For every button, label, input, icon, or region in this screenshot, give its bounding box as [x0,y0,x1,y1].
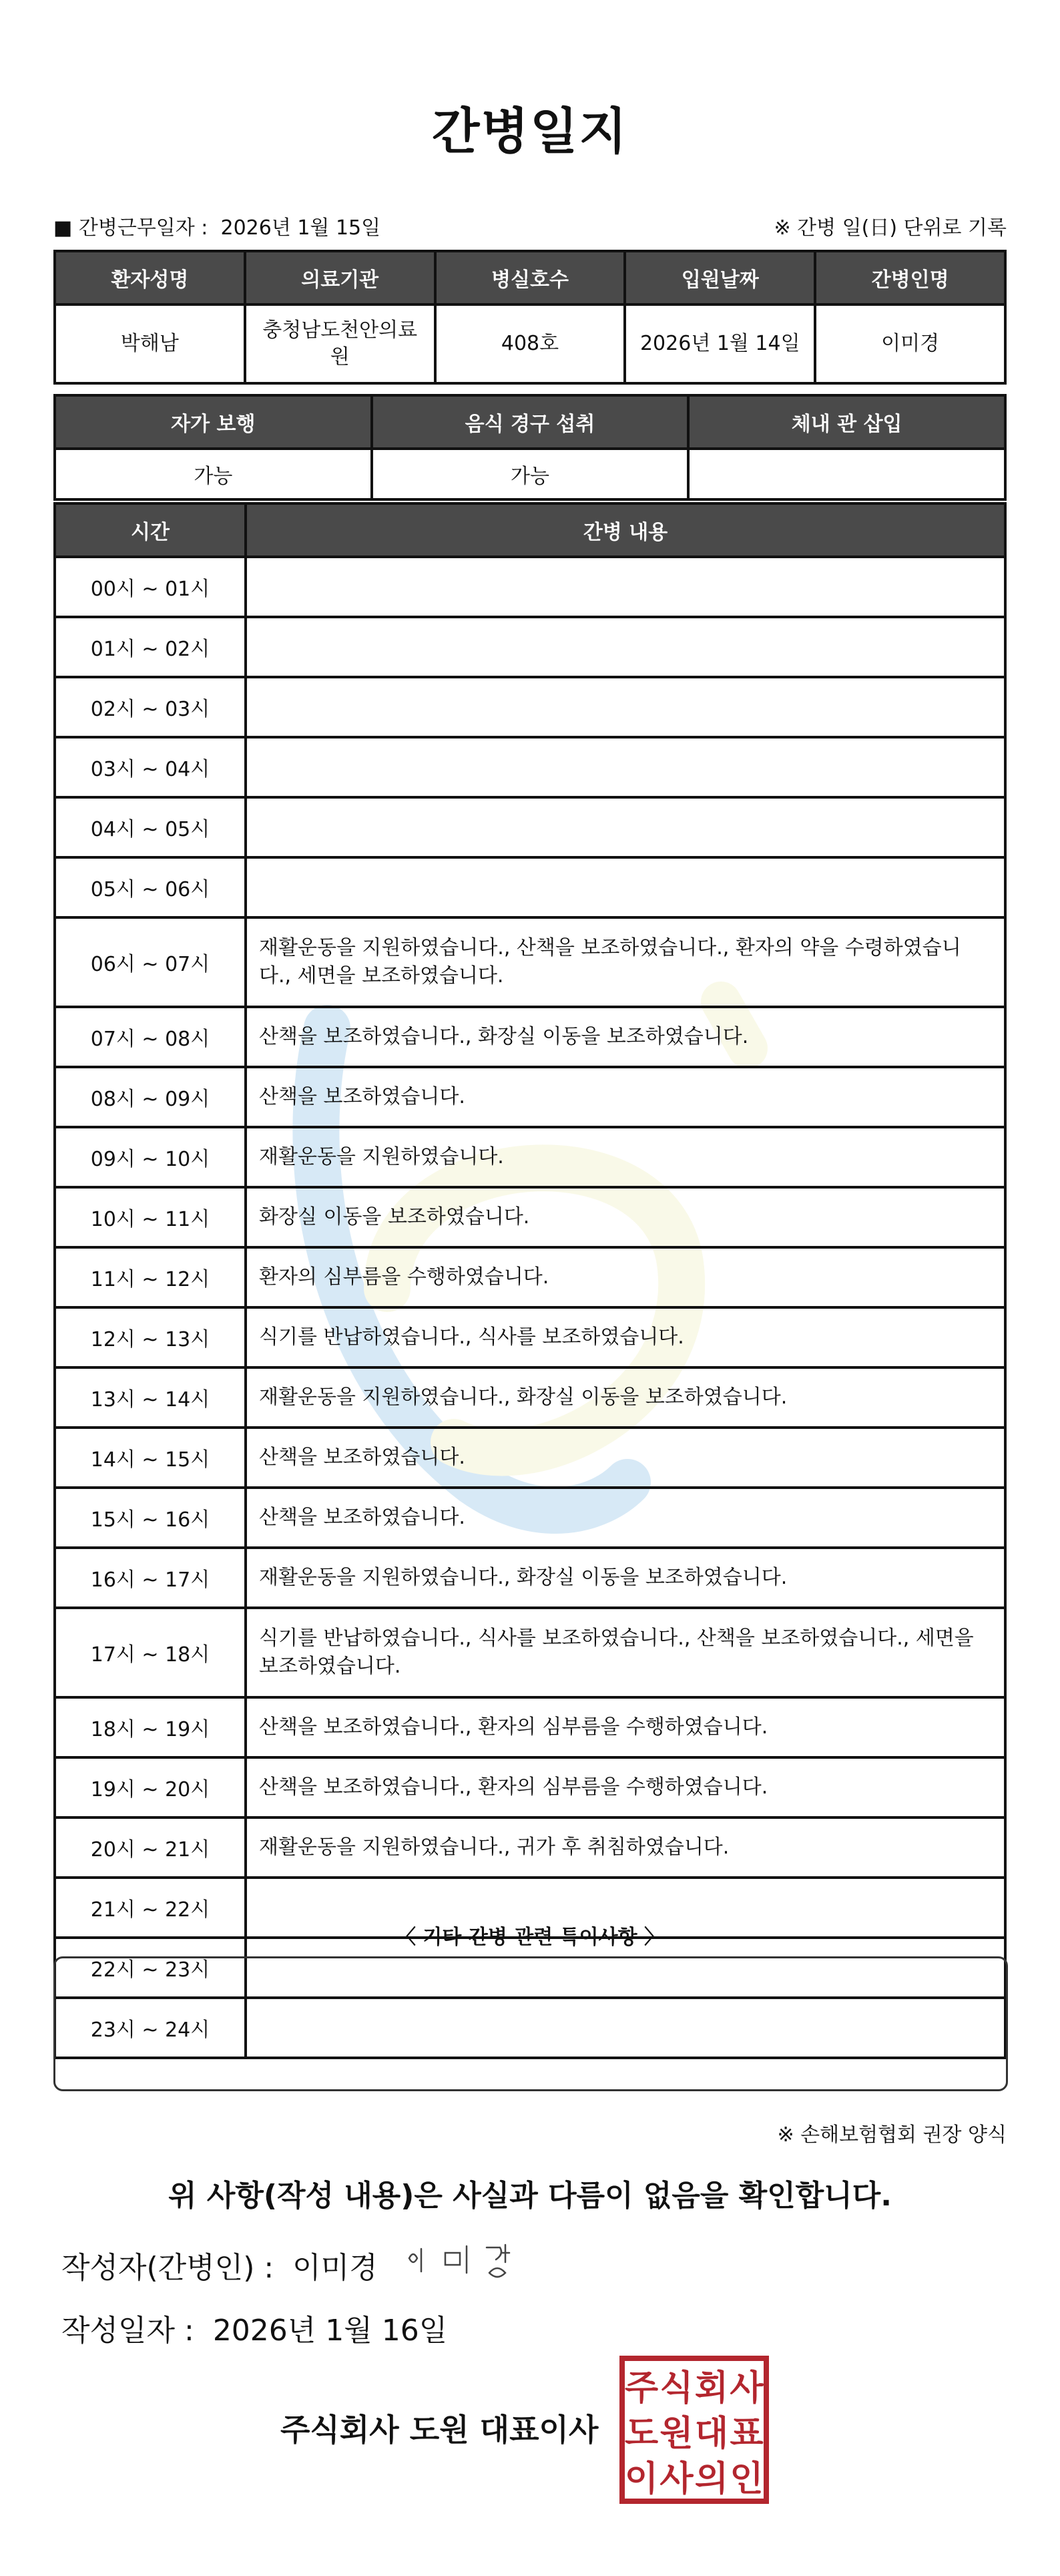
care-content: 식기를 반납하였습니다., 식사를 보조하였습니다., 산책을 보조하였습니다., 세면을 보조하였습니다. [246,1608,1005,1697]
handwritten-signature [404,2238,531,2285]
care-time: 23시 ~ 24시 [55,1998,246,2058]
caregiver-name: 이미경 [815,304,1005,383]
work-date-label: ■ 간병근무일자 : [53,216,208,240]
care-row [55,1817,1005,1878]
care-time: 10시 ~ 11시 [55,1187,246,1247]
care-row [55,1608,1005,1697]
care-content: 산책을 보조하였습니다. [246,1067,1005,1127]
care-time: 11시 ~ 12시 [55,1247,246,1307]
care-content: 산책을 보조하였습니다., 환자의 심부름을 수행하였습니다. [246,1697,1005,1757]
care-time: 18시 ~ 19시 [55,1697,246,1757]
care-time: 22시 ~ 23시 [55,1938,246,1998]
care-content [246,737,1005,797]
care-row [55,1007,1005,1067]
care-row [55,1067,1005,1127]
care-row [55,1488,1005,1548]
care-content: 산책을 보조하였습니다. [246,1488,1005,1548]
care-time: 15시 ~ 16시 [55,1488,246,1548]
seal-character: 이 [624,2459,659,2499]
care-time: 08시 ~ 09시 [55,1067,246,1127]
care-content [246,677,1005,737]
room-number: 408호 [435,304,625,383]
write-date-value: 2026년 1월 16일 [212,2314,448,2348]
care-content: 산책을 보조하였습니다., 화장실 이동을 보조하였습니다. [246,1007,1005,1067]
care-time: 14시 ~ 15시 [55,1428,246,1488]
care-time: 03시 ~ 04시 [55,737,246,797]
care-content: 재활운동을 지원하였습니다., 화장실 이동을 보조하였습니다. [246,1367,1005,1428]
seal-character: 표 [730,2414,764,2454]
care-row [55,677,1005,737]
care-row [55,797,1005,857]
care-row [55,857,1005,917]
care-content [246,617,1005,677]
care-time: 05시 ~ 06시 [55,857,246,917]
care-row [55,1127,1005,1187]
care-row [55,1548,1005,1608]
care-time: 17시 ~ 18시 [55,1608,246,1697]
care-time: 06시 ~ 07시 [55,917,246,1007]
seal-character: 식 [659,2368,694,2408]
care-content [246,797,1005,857]
seal-character: 대 [694,2414,729,2454]
self-walking-value: 가능 [55,449,372,499]
care-time: 12시 ~ 13시 [55,1307,246,1367]
care-time: 13시 ~ 14시 [55,1367,246,1428]
care-content [246,557,1005,617]
seal-character: 사 [659,2459,694,2499]
hospital-name: 충청남도천안의료원 [245,304,435,383]
patient-name: 박해남 [55,304,245,383]
care-time: 16시 ~ 17시 [55,1548,246,1608]
writer-name: 이미경 [292,2251,378,2285]
status-header: 자가 보행 [55,395,372,449]
care-row [55,1428,1005,1488]
info-header: 의료기관 [245,251,435,304]
admission-date: 2026년 1월 14일 [625,304,815,383]
company-representative: 주식회사 도원 대표이사 [280,2412,599,2448]
care-time: 04시 ~ 05시 [55,797,246,857]
oral-intake-value: 가능 [372,449,689,499]
care-row [55,917,1005,1007]
work-date-line [53,211,380,240]
work-date-value: 2026년 1월 15일 [220,216,381,240]
care-row [55,1367,1005,1428]
care-content: 산책을 보조하였습니다., 환자의 심부름을 수행하였습니다. [246,1757,1005,1817]
care-content: 재활운동을 지원하였습니다., 귀가 후 취침하였습니다. [246,1817,1005,1878]
care-row [55,1307,1005,1367]
write-date-line [61,2306,447,2349]
care-row [55,557,1005,617]
time-header: 시간 [55,503,246,557]
care-content: 재활운동을 지원하였습니다. [246,1127,1005,1187]
info-header: 입원날짜 [625,251,815,304]
care-row [55,1247,1005,1307]
seal-character: 원 [659,2414,694,2454]
care-content [246,857,1005,917]
tube-insertion-value [688,449,1005,499]
writer-line [61,2243,378,2286]
info-header: 간병인명 [815,251,1005,304]
care-row [55,737,1005,797]
seal-character: 의 [694,2459,729,2499]
care-content: 환자의 심부름을 수행하였습니다. [246,1247,1005,1307]
document-title: 간병일지 [432,103,628,160]
care-row [55,1697,1005,1757]
care-time: 21시 ~ 22시 [55,1878,246,1938]
patient-status-table [53,394,1007,501]
care-time: 09시 ~ 10시 [55,1127,246,1187]
care-content: 식기를 반납하였습니다., 식사를 보조하였습니다. [246,1307,1005,1367]
writer-label: 작성자(간병인) : [61,2251,274,2285]
seal-character: 회 [694,2368,729,2408]
special-notes-box [53,1956,1008,2091]
care-row [55,1187,1005,1247]
seal-character: 인 [730,2459,764,2499]
special-notes-title: 〈 기타 간병 관련 특이사항 〉 [395,1926,665,1949]
care-time: 20시 ~ 21시 [55,1817,246,1878]
status-header: 체내 관 삽입 [688,395,1005,449]
seal-character: 주 [624,2368,659,2408]
patient-info-table [53,250,1007,385]
insurer-note: ※ 손해보험협회 권장 양식 [777,2123,1007,2147]
seal-character: 사 [730,2368,764,2408]
content-header: 간병 내용 [246,503,1005,557]
care-content: 산책을 보조하였습니다. [246,1428,1005,1488]
seal-character: 도 [624,2414,659,2454]
care-row [55,1757,1005,1817]
confirmation-statement: 위 사항(작성 내용)은 사실과 다름이 없음을 확인합니다. [168,2179,892,2213]
care-time: 19시 ~ 20시 [55,1757,246,1817]
care-content: 화장실 이동을 보조하였습니다. [246,1187,1005,1247]
care-content: 재활운동을 지원하였습니다., 화장실 이동을 보조하였습니다. [246,1548,1005,1608]
care-row [55,617,1005,677]
info-header: 병실호수 [435,251,625,304]
unit-note: ※ 간병 일(日) 단위로 기록 [774,216,1007,240]
care-log-table [53,502,1007,2059]
care-time: 02시 ~ 03시 [55,677,246,737]
care-time: 00시 ~ 01시 [55,557,246,617]
company-seal-icon [619,2356,769,2504]
write-date-label: 작성일자 : [61,2314,194,2348]
care-time: 01시 ~ 02시 [55,617,246,677]
status-header: 음식 경구 섭취 [372,395,689,449]
care-content: 재활운동을 지원하였습니다., 산책을 보조하였습니다., 환자의 약을 수령하였습니다., 세면을 보조하였습니다. [246,917,1005,1007]
care-time: 07시 ~ 08시 [55,1007,246,1067]
info-header: 환자성명 [55,251,245,304]
